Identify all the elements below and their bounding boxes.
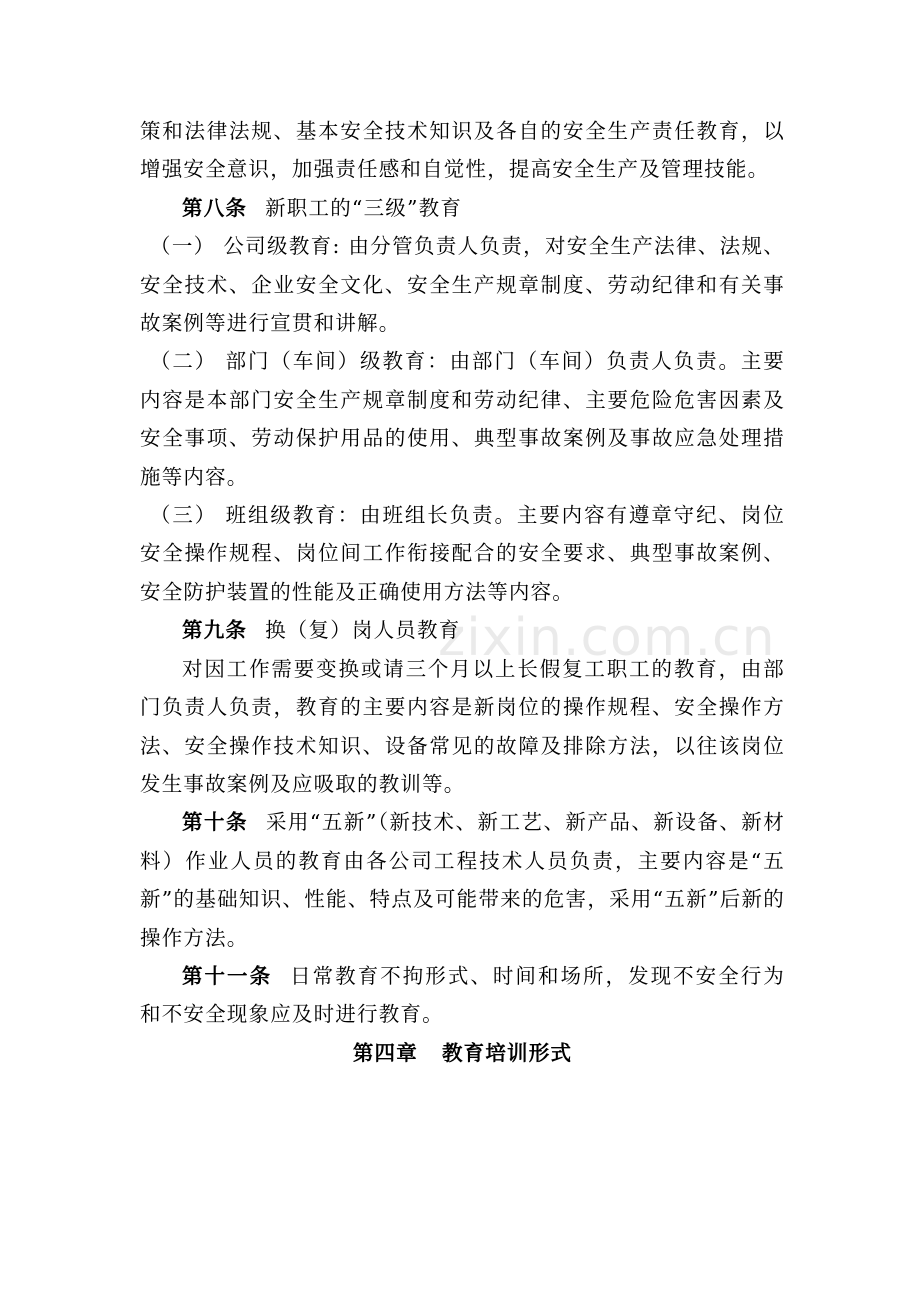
article-8-label: 第八条 bbox=[182, 195, 248, 220]
sub-item-3: （三） 班组级教育：由班组长负责。主要内容有遵章守纪、岗位安全操作规程、岗位间工作衔接配合的安全要求、典型事故案例、安全防护装置的性能及正确使用方法等内容。 bbox=[140, 503, 785, 604]
article-9-body: 对因工作需要变换或请三个月以上长假复工职工的教育，由部门负责人负责，教育的主要内容是新岗位的操作规程、安全操作方法、安全操作技术知识、设备常见的故障及排除方法，以往该岗位发生事故案例及应吸取的教训等。 bbox=[140, 656, 785, 796]
article-11-text: 日常教育不拘形式、时间和场所，发现不安全行为和不安全现象应及时进行教育。 bbox=[140, 963, 785, 1027]
sub-item-2: （二） 部门（车间）级教育：由部门（车间）负责人负责。主要内容是本部门安全生产规章制度和劳动纪律、主要危险危害因素及安全事项、劳动保护用品的使用、典型事故案例及事故应急处理措施等内容。 bbox=[140, 349, 785, 489]
article-10-text: 采用“五新”（新技术、新工艺、新产品、新设备、新材料）作业人员的教育由各公司工程技术人员负责，主要内容是“五新”的基础知识、性能、特点及可能带来的危害，采用“五新”后新的操作方法。 bbox=[140, 810, 785, 950]
article-9 bbox=[140, 611, 785, 649]
article-11-label: 第十一条 bbox=[182, 963, 273, 988]
sub-item-1: （一） 公司级教育: 由分管负责人负责，对安全生产法律、法规、安全技术、企业安全文化、安全生产规章制度、劳动纪律和有关事故案例等进行宣贯和讲解。 bbox=[140, 234, 785, 336]
article-10-label: 第十条 bbox=[182, 810, 248, 835]
chapter-heading bbox=[140, 1034, 785, 1072]
article-11 bbox=[140, 957, 785, 1034]
chapter-title: 教育培训形式 bbox=[441, 1040, 573, 1065]
paragraph-intro: 策和法律法规、基本安全技术知识及各自的安全生产责任教育，以增强安全意识，加强责任感和自觉性，提高安全生产及管理技能。 bbox=[140, 119, 785, 182]
article-9-text: 换（复）岗人员教育 bbox=[265, 618, 461, 643]
article-9-label: 第九条 bbox=[182, 618, 248, 643]
document-body bbox=[140, 112, 785, 1072]
watermark: zixin.com.cn bbox=[438, 608, 776, 668]
chapter-number: 第四章 bbox=[352, 1040, 418, 1065]
article-8 bbox=[140, 189, 785, 227]
article-10 bbox=[140, 803, 785, 957]
article-8-text: 新职工的“三级”教育 bbox=[265, 195, 463, 220]
